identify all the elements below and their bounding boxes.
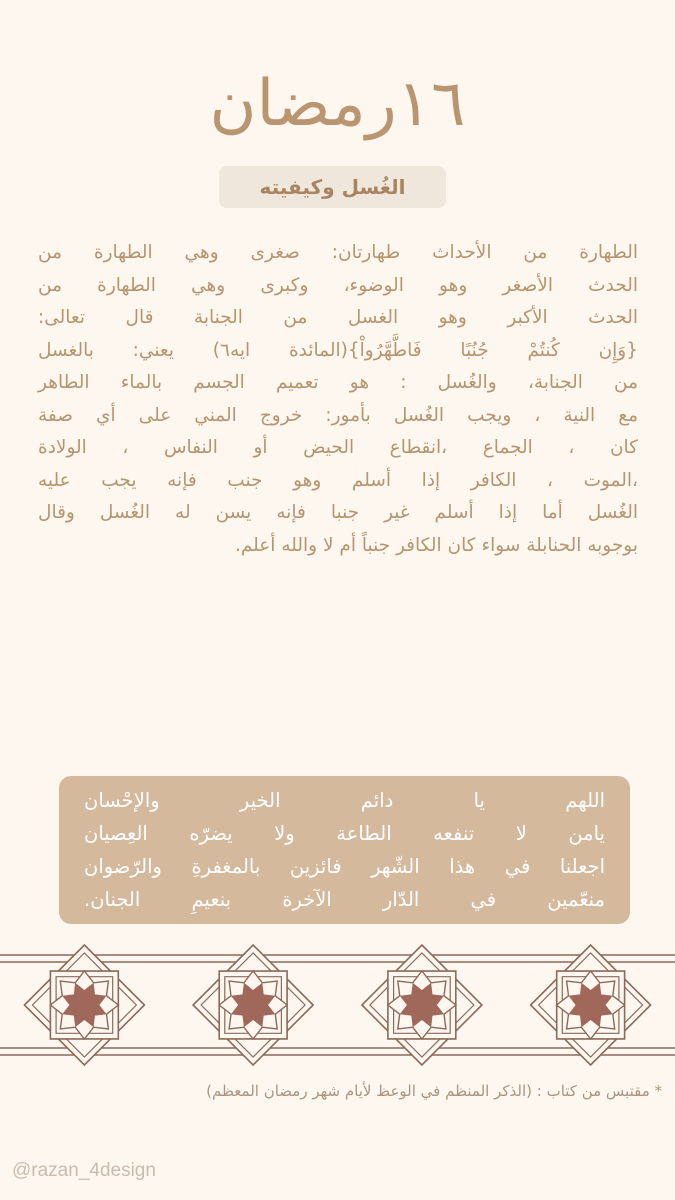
body-line: {وَإِن كُنتُمْ جُنُبًا فَاطَّهَّرُواْ}(المائدة ايه٦) يعني: بالغسل	[38, 339, 639, 361]
watermark: @razan_4design	[12, 1160, 156, 1181]
subtitle-text: الغُسل وكيفيته	[259, 175, 406, 199]
body-line: من الجنابة، والغُسل : هو تعميم الجسم بالماء الطاهر	[38, 372, 638, 393]
body-line: الغُسل أما إذا أسلم غير جنبا فإنه يسن له الغُسل وقال	[38, 502, 638, 523]
body-line: الحدث الأصغر وهو الوضوء، وكبرى وهي الطهارة من	[38, 274, 638, 296]
body-line: الحدث الأكبر وهو الغسل من الجنابة قال تعالى:	[38, 307, 638, 328]
islamic-star-pattern-icon	[0, 940, 675, 1070]
source-citation: * مقتبس من كتاب : (الذكر المنظم في الوعظ لأيام شهر رمضان المعظم)	[206, 1082, 662, 1100]
subtitle-badge	[219, 166, 446, 208]
prayer-line: اجعلنا في هذا الشّهر فائزين بالمغفرةِ والرّضوان	[84, 855, 605, 878]
prayer-box	[59, 776, 630, 924]
page-title: ١٦رمضان	[209, 67, 466, 141]
body-line: كان ، الجماع ،انقطاع الحيض أو النفاس ، الولادة	[38, 437, 638, 458]
body-line: الطهارة من الأحداث طهارتان: صغرى وهي الطهارة من	[38, 242, 638, 263]
article-body	[38, 237, 638, 562]
body-line: بوجوبه الحنابلة سواء كان الكافر جنباً أم لا والله أعلم.	[234, 534, 638, 556]
prayer-line: اللهم يا دائم الخير والإحْسان	[84, 789, 605, 812]
prayer-line: منعّمين في الدّار الآخرة بنعيمِ الجنان.	[84, 888, 605, 911]
prayer-line: يامن لا تنفعه الطاعة ولا يضرّه العِصيان	[84, 822, 605, 845]
body-line: ،الموت ، الكافر إذا أسلم وهو جنب فإنه يجب عليه	[38, 469, 638, 491]
body-line: مع النية ، ويجب الغُسل بأمور: خروج المني على أي صفة	[38, 404, 638, 426]
